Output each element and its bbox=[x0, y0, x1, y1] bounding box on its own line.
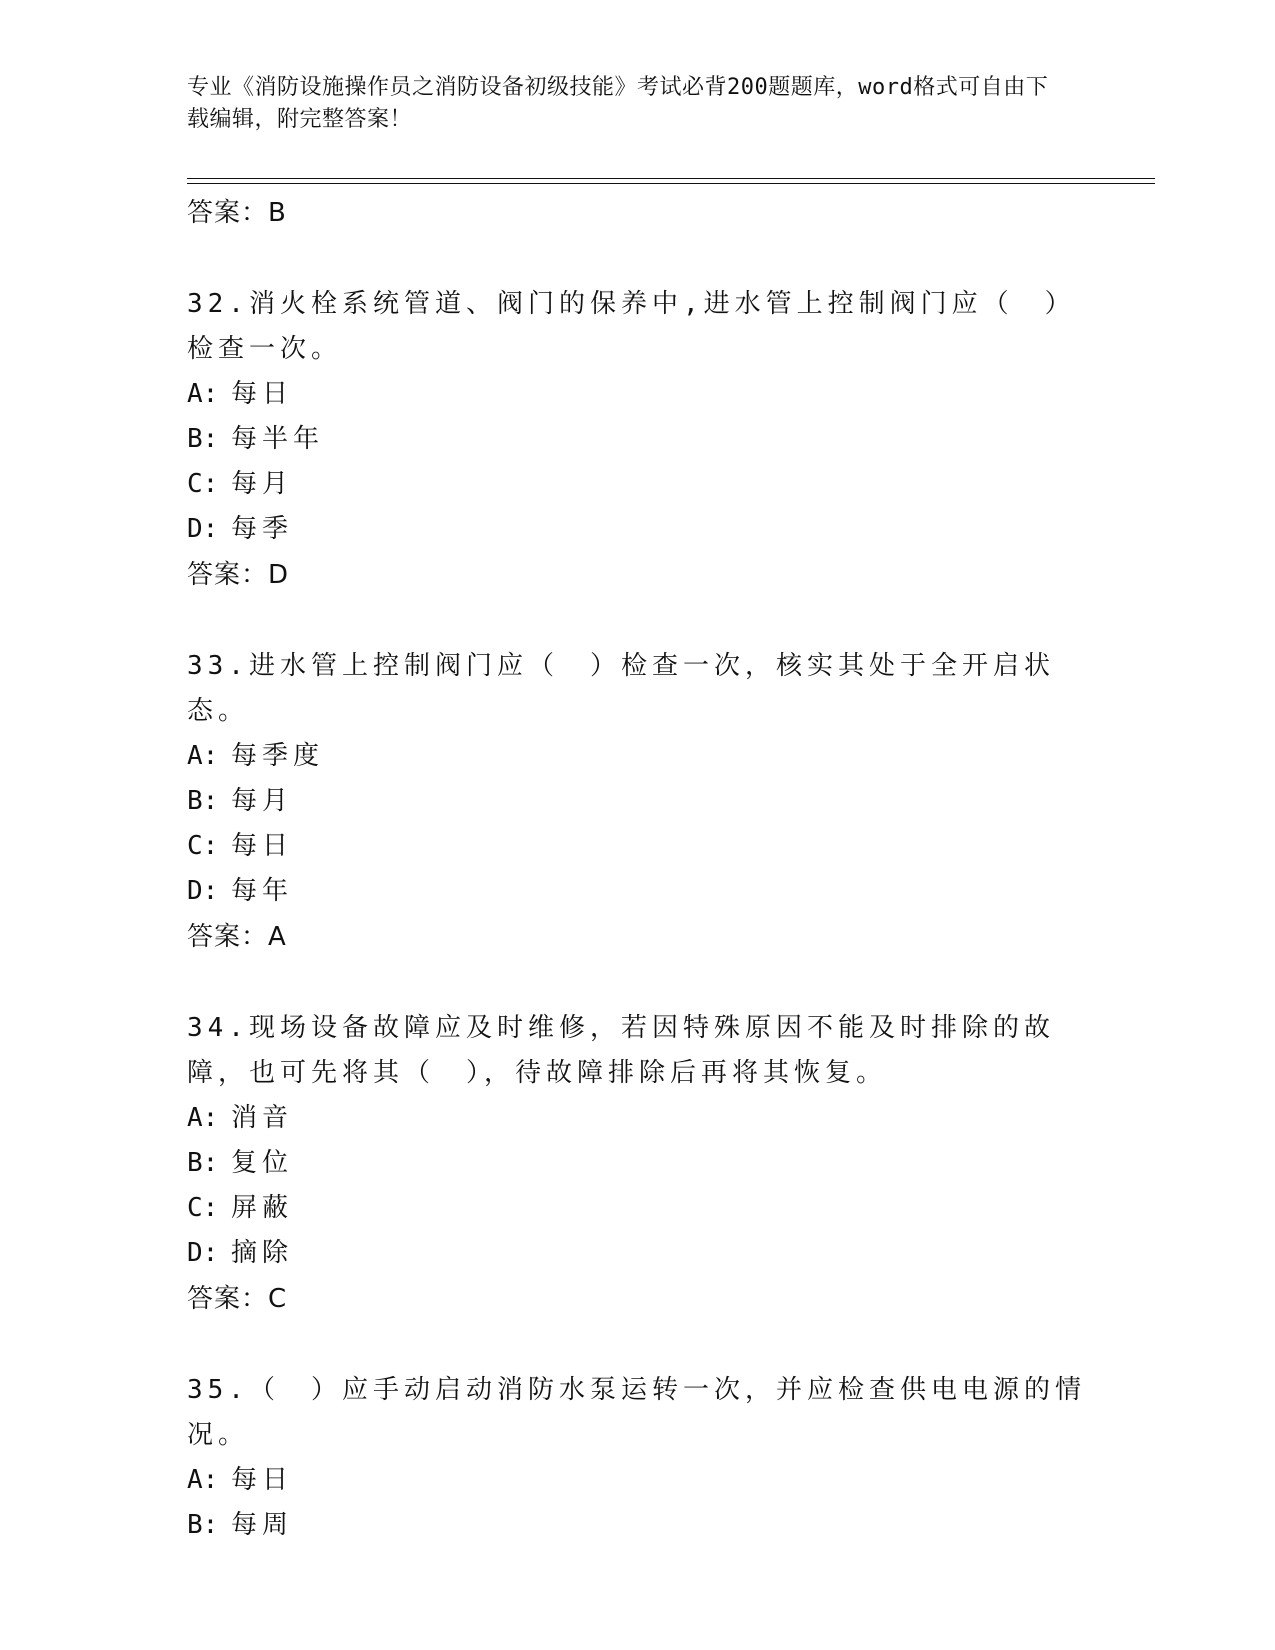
answer-line: 答案：A bbox=[187, 922, 287, 952]
answer-line: 答案：D bbox=[187, 560, 290, 590]
option-b: B: 每半年 bbox=[187, 424, 325, 454]
option-b: B: 每月 bbox=[187, 786, 294, 816]
option-d: D: 摘除 bbox=[187, 1238, 294, 1268]
option-c: C: 屏蔽 bbox=[187, 1193, 294, 1223]
option-c: C: 每日 bbox=[187, 831, 294, 861]
option-d: D: 每年 bbox=[187, 876, 294, 906]
option-a: A: 每日 bbox=[187, 1465, 294, 1495]
option-a: A: 消音 bbox=[187, 1103, 294, 1133]
question-block-35 bbox=[187, 1368, 1087, 1548]
question-block-33 bbox=[187, 644, 1087, 960]
question-list bbox=[187, 190, 1087, 1548]
document-header: 专业《消防设施操作员之消防设备初级技能》考试必背200题题库，word格式可自由下载编辑，附完整答案！ bbox=[187, 75, 1049, 132]
answer-line: 答案：B bbox=[187, 198, 287, 228]
question-text: 33.进水管上控制阀门应（ ）检查一次，核实其处于全开启状态。 bbox=[187, 651, 1055, 726]
option-a: A: 每季度 bbox=[187, 741, 325, 771]
option-a: A: 每日 bbox=[187, 379, 294, 409]
question-text: 35.（ ）应手动启动消防水泵运转一次，并应检查供电电源的情况。 bbox=[187, 1375, 1086, 1450]
answer-line: 答案：C bbox=[187, 1284, 288, 1314]
question-block-32 bbox=[187, 282, 1087, 598]
header-divider-top bbox=[187, 178, 1155, 179]
question-text: 34.现场设备故障应及时维修，若因特殊原因不能及时排除的故障，也可先将其（ ），待故障排除后再将其恢复。 bbox=[187, 1013, 1055, 1088]
option-d: D: 每季 bbox=[187, 514, 294, 544]
option-b: B: 每周 bbox=[187, 1510, 294, 1540]
header-divider-bottom bbox=[187, 183, 1155, 184]
option-c: C: 每月 bbox=[187, 469, 294, 499]
option-b: B: 复位 bbox=[187, 1148, 294, 1178]
question-block-34 bbox=[187, 1006, 1087, 1322]
question-text: 32.消火栓系统管道、阀门的保养中,进水管上控制阀门应（ ）检查一次。 bbox=[187, 289, 1076, 364]
